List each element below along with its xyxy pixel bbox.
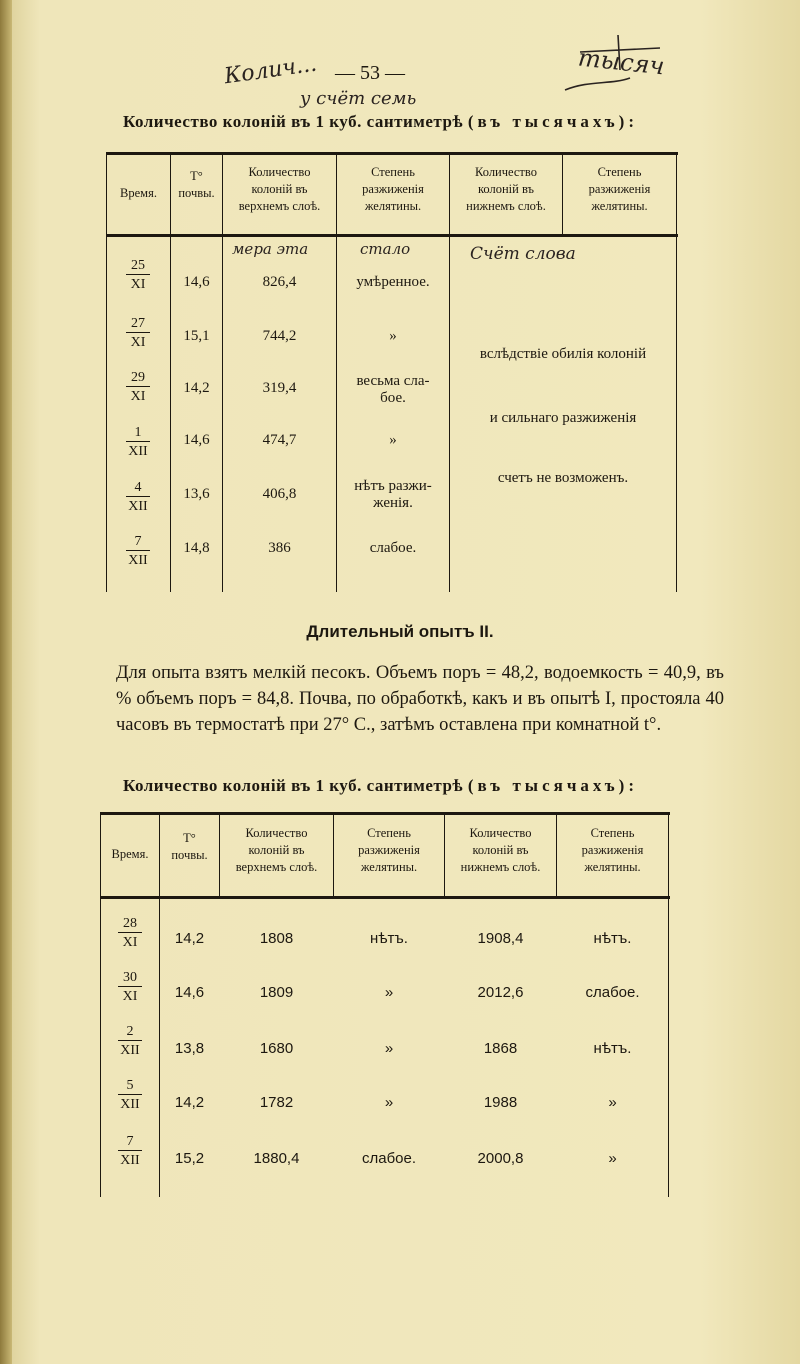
handwriting-table1-col3: мера эта [232,240,309,258]
liquefaction-lower: нѣтъ. [593,930,632,947]
paragraph: Для опыта взятъ мелкій песокъ. Объемъ поръ = 48,2, водоемкость = 40,9, въ % объемъ поръ = 84,8. Почва, по обработкѣ, какъ и въ опытѣ I, простояла 40 часовъ въ термостатѣ при 27° С., затѣмъ оставлена при комнатной t°. [116,663,724,735]
upper-count: 386 [268,540,291,556]
temp: 15,2 [174,1150,205,1167]
upper-count: 744,2 [262,328,297,344]
date: 7 XII [118,534,158,568]
liquefaction-upper: » [384,984,394,1001]
section-title: Длительный опытъ II. [306,622,494,641]
temp: 14,2 [174,930,205,947]
temp: 14,6 [174,984,205,1001]
upper-count: 1880,4 [253,1150,300,1167]
upper-count: 1680 [259,1040,294,1057]
handwriting-table1-col4: стало [360,240,411,258]
note-line-3: счетъ не возможенъ. [497,470,629,486]
temp: 14,6 [183,274,210,290]
date: 5 XII [110,1078,150,1112]
note-line-1: вслѣдствіе обилія колоній [479,346,647,362]
header-temp: T° почвы. [171,831,208,862]
lower-count: 1868 [483,1040,518,1057]
lower-count: 2000,8 [477,1150,524,1167]
liquefaction-lower: » [608,1094,617,1111]
temp: 14,8 [183,540,210,556]
handwriting-top-center: у счёт семь [300,88,417,109]
temp: 13,8 [174,1040,205,1057]
liquefaction: » [389,432,397,448]
note-line-2: и сильнаго разжиженія [489,410,637,426]
date: $\frac{25}{XI}$ [118,258,158,292]
header-upper-count: Количество колоній въ верхнемъ слоѣ. [238,165,321,213]
header-lower-count: Количество колоній въ нижнемъ слоѣ. [460,826,541,874]
lower-count: 2012,6 [477,984,524,1001]
liquefaction: слабое. [369,540,417,556]
date: 4 XII [118,480,158,514]
temp: 14,6 [183,432,210,448]
header-time: Время. [120,186,157,200]
header-liquefaction: Степень разжиженія желятины. [358,826,420,874]
temp: 14,2 [174,1094,205,1111]
temp: 14,2 [183,380,210,396]
handwriting-top-right: тысяч [576,43,666,81]
table1-heading: Количество колоній въ 1 куб. сантиметрѣ (въ тысячахъ): [123,112,638,131]
handwriting-top-left: Колич... [222,51,319,90]
page-number: — 53 — [335,62,405,84]
date: $\frac{30}{XI}$ [110,970,150,1004]
header-lower-count: Количество колоній въ нижнемъ слоѣ. [466,165,546,213]
liquefaction-upper: слабое. [361,1150,417,1167]
liquefaction: весьма сла-бое. [356,373,430,406]
handwriting-table1-col5: Счёт слова [470,244,576,264]
liquefaction-lower: слабое. [585,984,640,1001]
header-upper-count: Количество колоній въ верхнемъ слоѣ. [235,826,318,874]
liquefaction: » [389,328,397,344]
header-time: Время. [111,847,149,861]
upper-count: 826,4 [262,274,297,290]
upper-count: 1782 [259,1094,294,1111]
temp: 13,6 [183,486,210,502]
liquefaction-upper: » [384,1040,394,1057]
date: $\frac{29}{XI}$ [118,370,158,404]
header-liquefaction-lower: Степень разжиженія желятины. [588,165,651,213]
lower-count: 1988 [483,1094,518,1111]
temp: 15,1 [183,328,210,344]
book-spine [0,0,12,1364]
header-liquefaction: Степень разжиженія желятины. [362,165,424,213]
upper-count: 1808 [259,930,294,947]
date: 1 XII [118,425,158,459]
upper-count: 319,4 [262,380,297,396]
liquefaction-upper: нѣтъ. [370,930,408,947]
header-temp: T° почвы. [178,169,215,200]
liquefaction-lower: нѣтъ. [593,1040,632,1057]
handwriting-scribble [560,30,680,100]
liquefaction-upper: » [384,1094,394,1111]
header-liquefaction-lower: Степень разжиженія желятины. [581,826,644,874]
date: $\frac{27}{XI}$ [118,316,158,350]
table2-heading: Количество колоній въ 1 куб. сантиметрѣ (въ тысячахъ): [123,776,638,795]
date: 2 XII [110,1024,150,1058]
upper-count: 1809 [259,984,294,1001]
upper-count: 474,7 [262,432,297,448]
liquefaction: нѣтъ разжи-женія. [354,478,432,511]
lower-count: 1908,4 [477,930,524,947]
liquefaction: умѣренное. [356,274,430,290]
liquefaction-lower: » [608,1150,617,1167]
date: $\frac{28}{XI}$ [110,916,150,950]
upper-count: 406,8 [262,486,297,502]
date: 7 XII [110,1134,150,1168]
